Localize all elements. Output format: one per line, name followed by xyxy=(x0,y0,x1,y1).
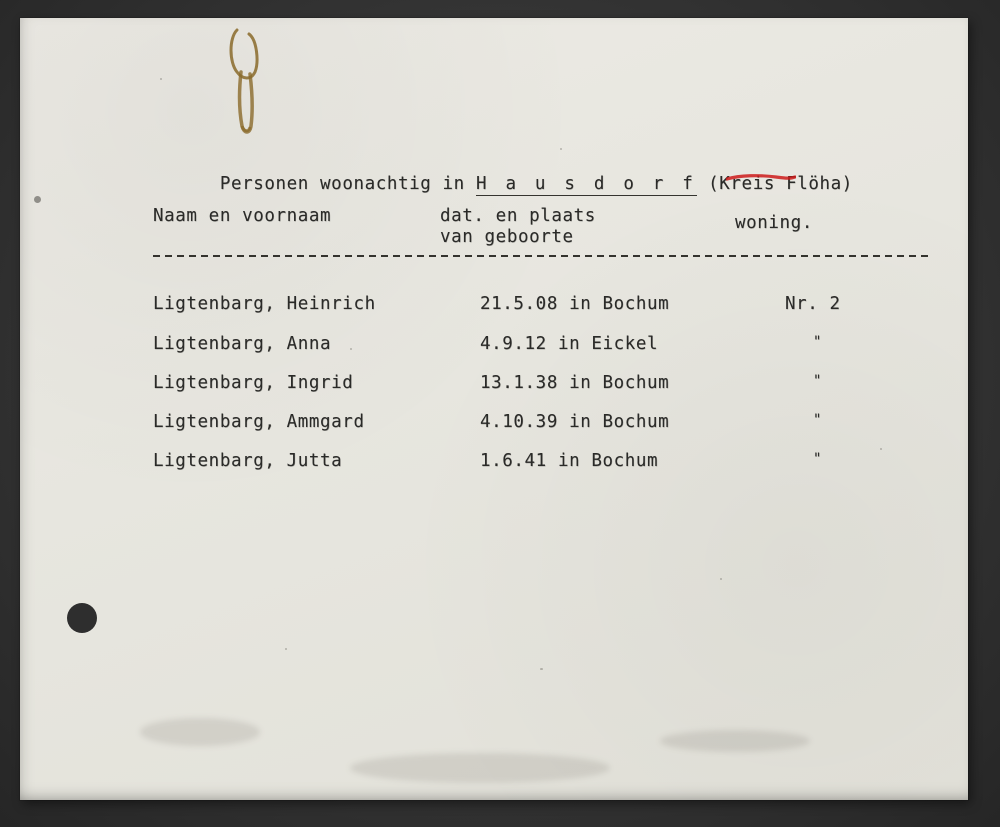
row-residence: Nr. 2 xyxy=(785,294,841,314)
heading-prefix: Personen woonachtig in xyxy=(219,174,476,194)
margin-ink-dot xyxy=(34,196,41,203)
heading-place: H a u s d o r f xyxy=(475,174,698,194)
row-name: Ligtenbarg, Anna xyxy=(153,334,332,354)
row-name: Ligtenbarg, Heinrich xyxy=(153,294,376,314)
row-name: Ligtenbarg, Ingrid xyxy=(153,373,354,393)
document-heading xyxy=(153,154,853,214)
row-birth: 1.6.41 in Bochum xyxy=(480,451,659,471)
column-header-name: Naam en voornaam xyxy=(153,206,332,226)
header-separator-rule xyxy=(153,255,928,258)
document-paper xyxy=(20,18,968,800)
paper-speck xyxy=(285,648,287,650)
row-birth: 21.5.08 in Bochum xyxy=(480,294,670,314)
paperclip-stain-icon xyxy=(225,28,267,138)
row-birth: 13.1.38 in Bochum xyxy=(480,373,670,393)
paper-speck xyxy=(540,668,543,670)
column-header-birth-line2: van geboorte xyxy=(440,227,574,247)
row-name: Ligtenbarg, Ammgard xyxy=(153,412,365,432)
paper-speck xyxy=(880,448,882,450)
row-birth: 4.10.39 in Bochum xyxy=(480,412,670,432)
paper-speck xyxy=(350,348,352,350)
heading-suffix: (Kreis Flöha) xyxy=(697,174,853,194)
row-residence: " xyxy=(813,373,823,389)
row-residence: " xyxy=(813,334,823,350)
paper-smudge xyxy=(140,718,260,746)
row-residence: " xyxy=(813,451,823,467)
paper-smudge xyxy=(350,753,610,783)
column-header-residence: woning. xyxy=(735,213,813,233)
paper-smudge xyxy=(660,730,810,752)
paper-speck xyxy=(560,148,562,150)
red-pencil-underline xyxy=(726,174,796,181)
row-name: Ligtenbarg, Jutta xyxy=(153,451,343,471)
punch-hole xyxy=(67,603,97,633)
column-header-birth-line1: dat. en plaats xyxy=(440,206,596,226)
row-birth: 4.9.12 in Eickel xyxy=(480,334,659,354)
paper-speck xyxy=(160,78,162,80)
row-residence: " xyxy=(813,412,823,428)
paper-speck xyxy=(720,578,722,580)
